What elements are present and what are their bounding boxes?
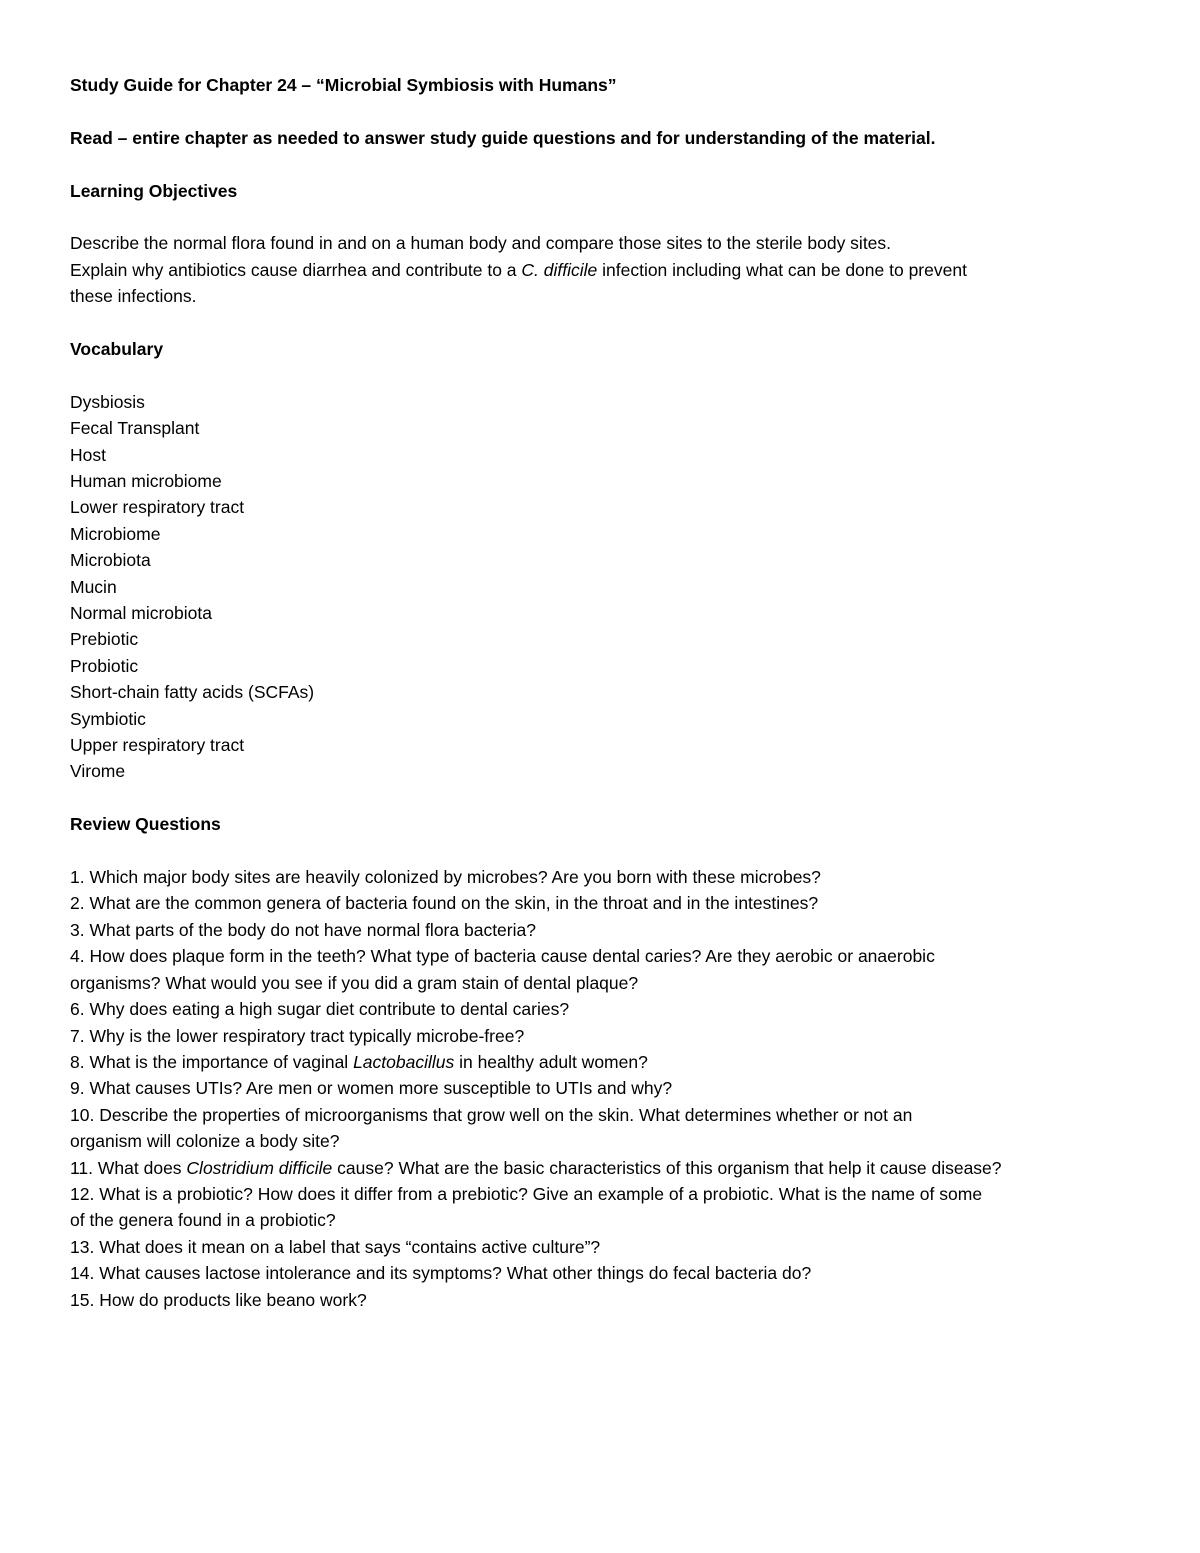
review-question-8-text: 8. What is the importance of vaginal [70,1051,354,1072]
review-question-6: 6. Why does eating a high sugar diet contribute to dental caries? [70,999,570,1020]
review-question-11-italic: Clostridium difficile [186,1157,333,1178]
review-question-10-line-1: 10. Describe the properties of microorganisms that grow well on the skin. What determines whether or not an [70,1104,913,1125]
spacer [70,838,1140,864]
vocabulary-term: Fecal Transplant [70,418,200,439]
review-question-12-line-2: of the genera found in a probiotic? [70,1210,336,1231]
vocabulary-list [70,389,1140,785]
objective-item-2-text: Explain why antibiotics cause diarrhea and contribute to a [70,259,522,280]
review-question-11-text-end: cause? What are the basic characteristics of this organism that help it cause disease? [332,1157,1002,1178]
vocabulary-term: Mucin [70,576,117,597]
review-question-8 [70,1049,1140,1075]
vocabulary-term: Lower respiratory tract [70,497,245,518]
objective-item-2-text-end: infection including what can be done to prevent [597,259,967,280]
vocabulary-term: Host [70,444,106,465]
review-question-8-italic: Lactobacillus [353,1051,455,1072]
objective-item-2-italic: C. difficile [521,259,598,280]
vocabulary-term: Microbiome [70,523,161,544]
vocabulary-term: Short-chain fatty acids (SCFAs) [70,682,315,703]
spacer [70,785,1140,811]
review-question-list [70,864,1140,1313]
vocabulary-term: Virome [70,761,126,782]
objective-item-2-line-2: these infections. [70,286,197,307]
vocabulary-term: Prebiotic [70,629,139,650]
objective-item-1: Describe the normal flora found in and on a human body and compare those sites to the sterile body sites. [70,233,892,254]
review-question-11-text: 11. What does [70,1157,187,1178]
vocabulary-term: Probiotic [70,655,139,676]
review-question-3: 3. What parts of the body do not have normal flora bacteria? [70,919,536,940]
review-question-8-text-end: in healthy adult women? [454,1051,648,1072]
objective-item-2-line-1 [70,257,1140,283]
review-question-9: 9. What causes UTIs? Are men or women more susceptible to UTIs and why? [70,1078,673,1099]
spacer [70,151,1140,177]
review-question-2: 2. What are the common genera of bacteria found on the skin, in the throat and in the intestines? [70,893,819,914]
review-question-11 [70,1155,1140,1181]
review-question-4-line-1: 4. How does plaque form in the teeth? What type of bacteria cause dental caries? Are they aerobic or anaerobic [70,946,935,967]
review-question-7: 7. Why is the lower respiratory tract typically microbe-free? [70,1025,525,1046]
spacer [70,98,1140,124]
vocabulary-term: Human microbiome [70,471,222,492]
vocabulary-term: Dysbiosis [70,391,145,412]
spacer [70,310,1140,336]
objectives-heading: Learning Objectives [70,180,238,201]
review-heading: Review Questions [70,814,221,835]
spacer [70,362,1140,388]
read-instruction: Read – entire chapter as needed to answer study guide questions and for understanding of the material. [70,127,936,148]
review-question-1: 1. Which major body sites are heavily colonized by microbes? Are you born with these microbes? [70,867,821,888]
review-question-15: 15. How do products like beano work? [70,1289,367,1310]
review-question-14: 14. What causes lactose intolerance and its symptoms? What other things do fecal bacteria do? [70,1263,812,1284]
review-question-4-line-2: organisms? What would you see if you did a gram stain of dental plaque? [70,972,639,993]
review-question-10-line-2: organism will colonize a body site? [70,1131,340,1152]
vocabulary-heading: Vocabulary [70,339,164,359]
document-page [70,72,1140,1313]
vocabulary-term: Normal microbiota [70,603,212,624]
page-title: Study Guide for Chapter 24 – “Microbial Symbiosis with Humans” [70,75,617,95]
spacer [70,204,1140,230]
vocabulary-term: Upper respiratory tract [70,735,245,756]
review-question-13: 13. What does it mean on a label that says “contains active culture”? [70,1236,601,1257]
vocabulary-term: Microbiota [70,550,151,571]
review-question-12-line-1: 12. What is a probiotic? How does it differ from a prebiotic? Give an example of a probiotic. What is the name of some [70,1183,983,1204]
vocabulary-term: Symbiotic [70,708,146,729]
